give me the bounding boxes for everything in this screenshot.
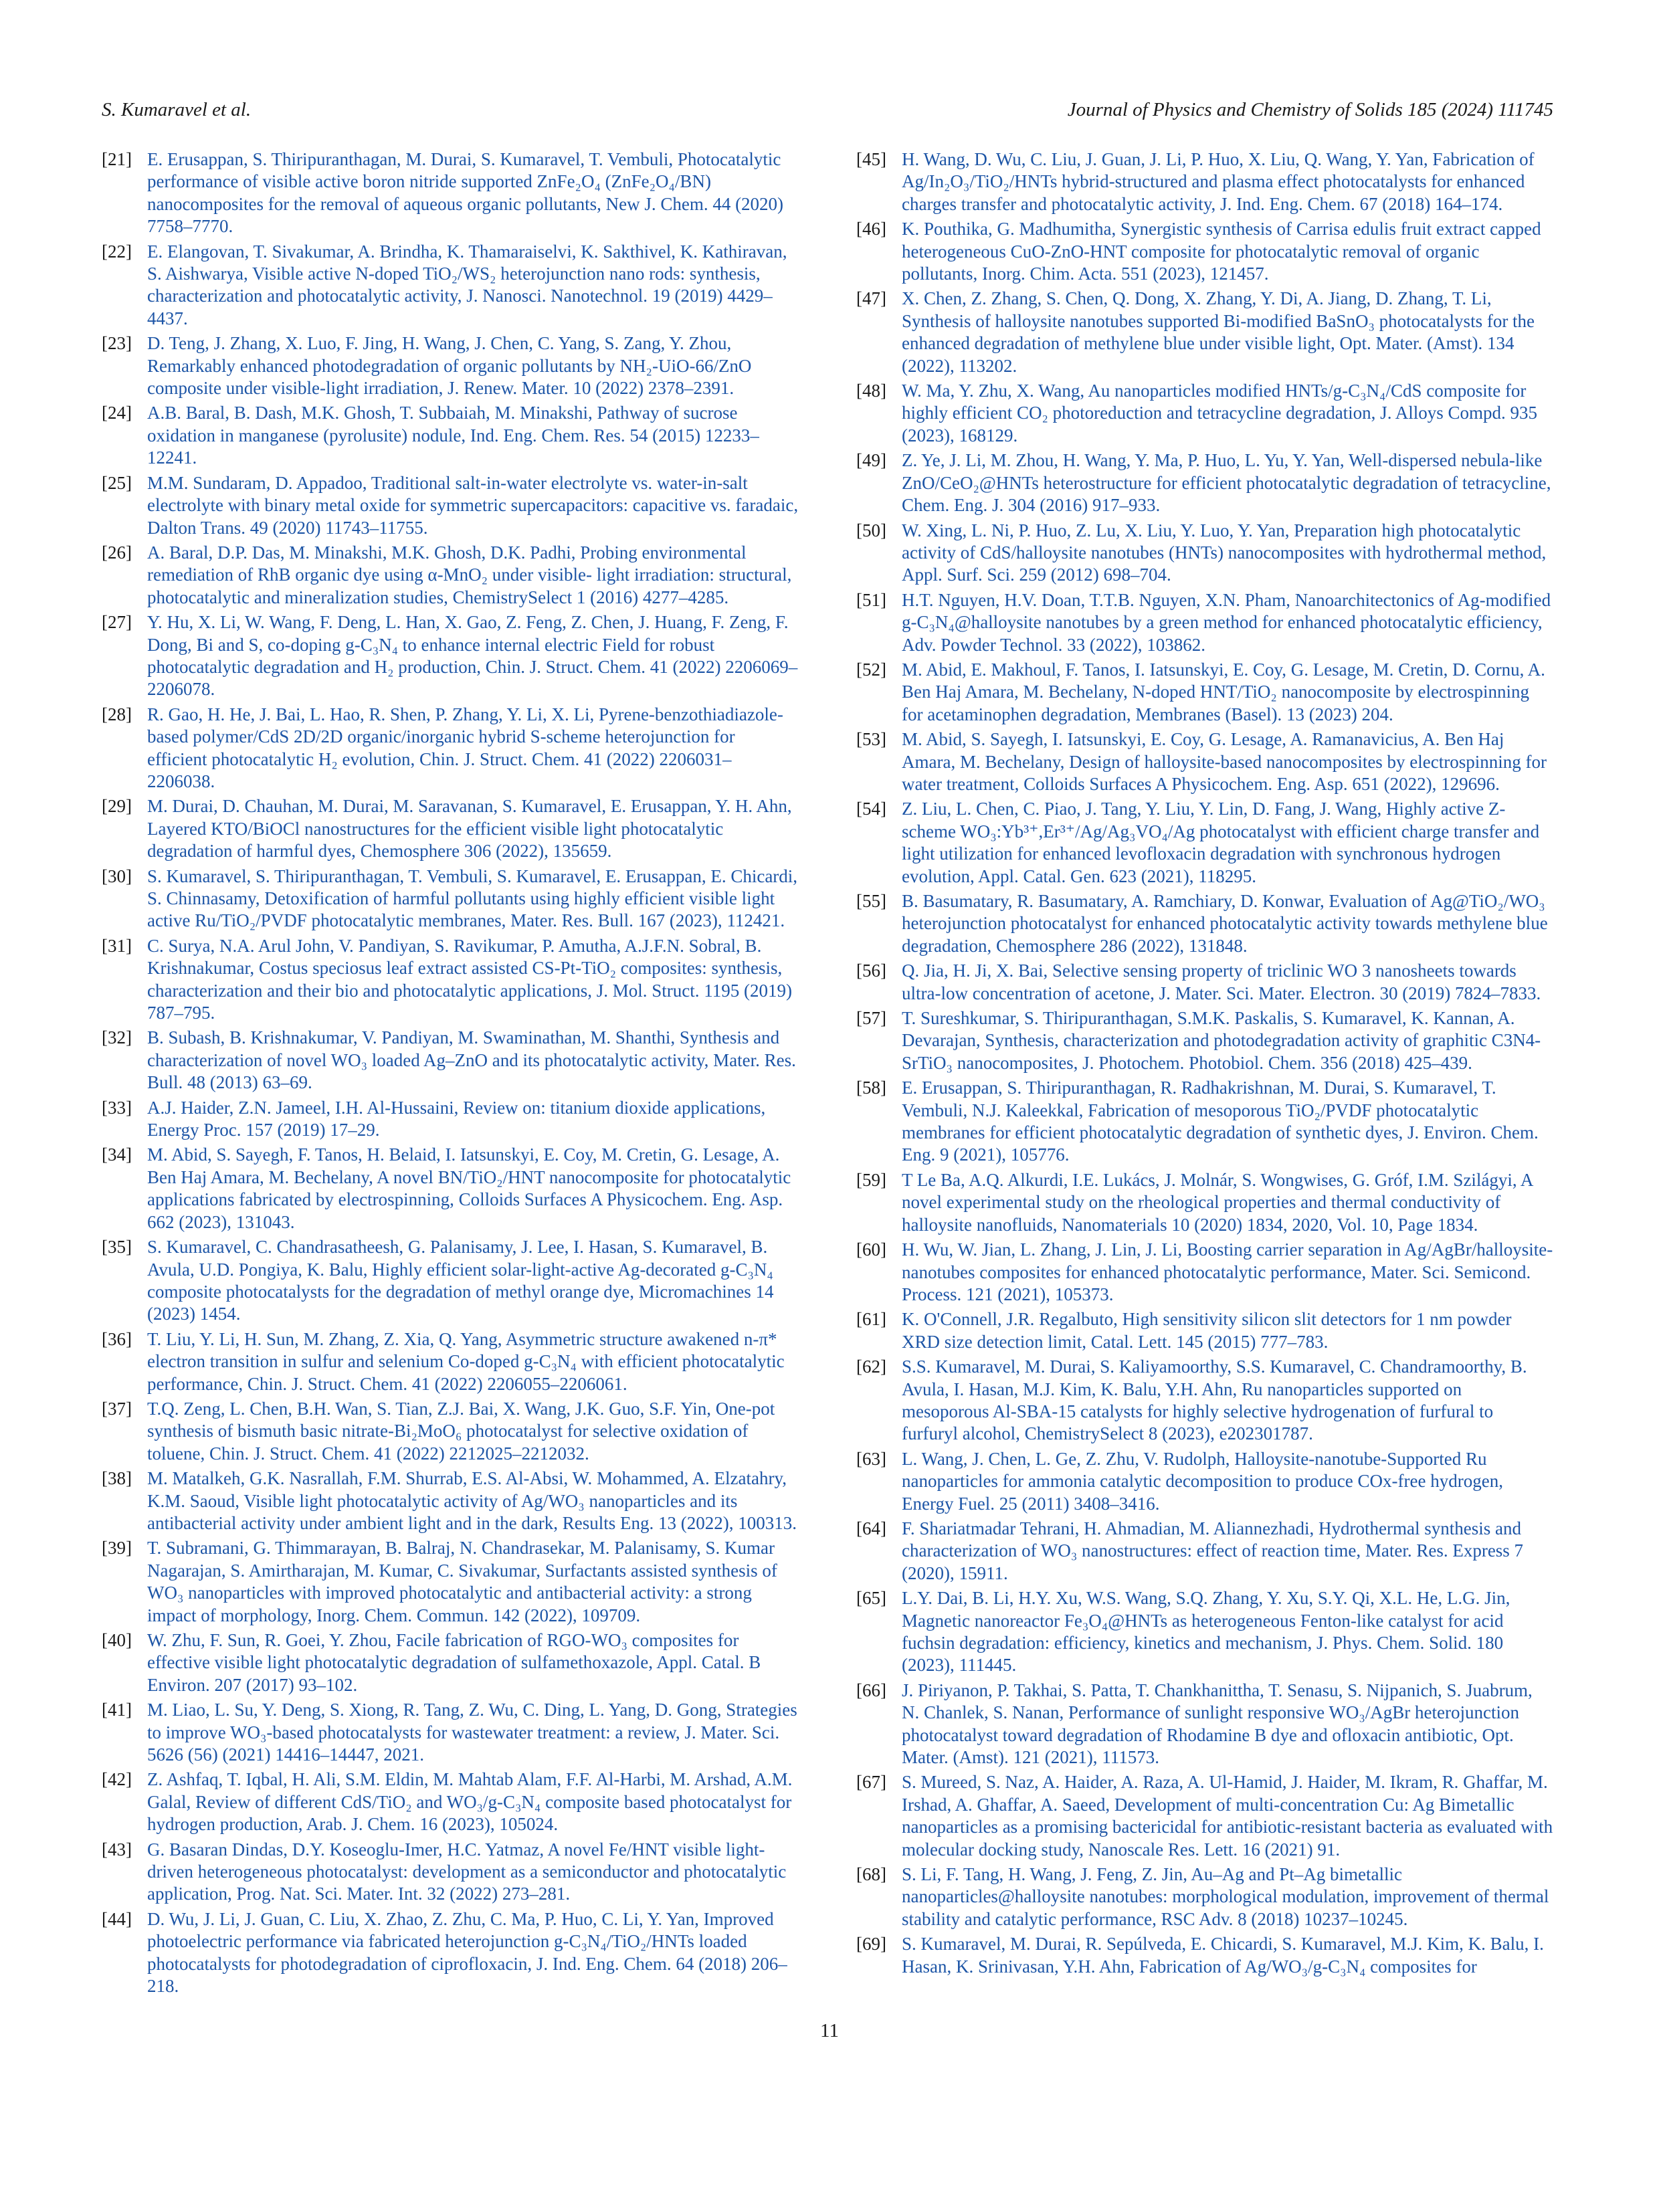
reference-link[interactable]: M. Durai, D. Chauhan, M. Durai, M. Saravanan, S. Kumaravel, E. Erusappan, Y. H. Ahn, Layered KTO/BiOCl nanostructures for the efficient visible light photocatalytic degradation of harmful dyes, Chemosphere 306 (2022), 135659. xyxy=(147,796,792,862)
reference-entry xyxy=(856,1587,1553,1677)
reference-link[interactable]: F. Shariatmadar Tehrani, H. Ahmadian, M. Aliannezhadi, Hydrothermal synthesis and characterization of WO₃ nanostructures: effect of reaction time, Mater. Res. Express 7 (2020), 15911. xyxy=(902,1518,1524,1583)
reference-entry xyxy=(856,380,1553,447)
reference-entry xyxy=(102,1908,799,1998)
reference-link[interactable]: A. Baral, D.P. Das, M. Minakshi, M.K. Ghosh, D.K. Padhi, Probing environmental remediation of RhB organic dye using α-MnO₂ under visible- light irradiation: structural, photocatalytic and mineralization studies, ChemistrySelect 1 (2016) 4277–4285. xyxy=(147,542,792,607)
reference-number: [63] xyxy=(856,1448,886,1469)
reference-entry xyxy=(102,1097,799,1142)
reference-entry xyxy=(102,1769,799,1835)
reference-link[interactable]: J. Piriyanon, P. Takhai, S. Patta, T. Chankhanittha, T. Senasu, S. Nijpanich, S. Juabrum, N. Chanlek, S. Nanan, Performance of sunlight responsive WO₃/AgBr heterojunction photocatalyst toward degradation of Rhodamine B dye and ofloxacin antibiotic, Opt. Mater. (Amst). 121 (2021), 111573. xyxy=(902,1680,1533,1768)
reference-number: [66] xyxy=(856,1680,886,1700)
reference-entry xyxy=(102,1144,799,1233)
reference-entry xyxy=(102,402,799,469)
reference-number: [52] xyxy=(856,659,886,680)
reference-link[interactable]: T. Sureshkumar, S. Thiripuranthagan, S.M.K. Paskalis, S. Kumaravel, K. Kannan, A. Devarajan, Synthesis, characterization and photodegradation activity of graphitic C3N4-SrTiO₃ nanocomposites, J. Photochem. Photobiol. Chem. 356 (2018) 425–439. xyxy=(902,1008,1541,1073)
reference-link[interactable]: E. Elangovan, T. Sivakumar, A. Brindha, K. Thamaraiselvi, K. Sakthivel, K. Kathiravan, S. Aishwarya, Visible active N-doped TiO₂/WS₂ heterojunction nano rods: synthesis, characterization and photocatalytic activity, J. Nanosci. Nanotechnol. 19 (2019) 4429–4437. xyxy=(147,241,787,328)
reference-entry xyxy=(102,1537,799,1627)
reference-number: [68] xyxy=(856,1864,886,1885)
reference-entry xyxy=(856,890,1553,957)
reference-entry xyxy=(102,148,799,238)
reference-number: [65] xyxy=(856,1588,886,1609)
reference-link[interactable]: H. Wu, W. Jian, L. Zhang, J. Lin, J. Li, Boosting carrier separation in Ag/AgBr/halloysite-nanotubes composites for enhanced photocatalytic performance, Mater. Sci. Semicond. Process. 121 (2021), 105373. xyxy=(902,1239,1553,1304)
reference-link[interactable]: M. Liao, L. Su, Y. Deng, S. Xiong, R. Tang, Z. Wu, C. Ding, L. Yang, D. Gong, Strategies to improve WO₃-based photocatalysts for wastewater treatment: a review, J. Mater. Sci. 5626 (56) (2021) 14416–14447, 2021. xyxy=(147,1700,797,1765)
reference-link[interactable]: S. Kumaravel, S. Thiripuranthagan, T. Vembuli, S. Kumaravel, E. Erusappan, E. Chicardi, S. Chinnasamy, Detoxification of harmful pollutants using highly efficient visible light active Ru/TiO₂/PVDF photocatalytic membranes, Mater. Res. Bull. 167 (2023), 112421. xyxy=(147,866,798,931)
reference-entry xyxy=(102,795,799,862)
reference-entry xyxy=(856,1007,1553,1074)
reference-entry xyxy=(102,1629,799,1696)
reference-link[interactable]: K. O'Connell, J.R. Regalbuto, High sensitivity silicon slit detectors for 1 nm powder XRD size detection limit, Catal. Lett. 145 (2015) 777–783. xyxy=(902,1309,1512,1352)
reference-entry xyxy=(856,288,1553,377)
reference-number: [44] xyxy=(102,1908,132,1929)
reference-number: [35] xyxy=(102,1237,132,1258)
reference-link[interactable]: D. Wu, J. Li, J. Guan, C. Liu, X. Zhao, Z. Zhu, C. Ma, P. Huo, C. Li, Y. Yan, Improved photoelectric performance via fabricated heterojunction g-C₃N₄/TiO₂/HNTs loaded photocatalysts for photodegradation of ciprofloxacin, J. Ind. Eng. Chem. 64 (2018) 206–218. xyxy=(147,1908,787,1997)
reference-number: [49] xyxy=(856,450,886,471)
reference-entry xyxy=(856,1077,1553,1167)
reference-entry xyxy=(102,1027,799,1094)
reference-number: [42] xyxy=(102,1769,132,1790)
reference-entry xyxy=(856,1308,1553,1353)
reference-entry xyxy=(856,960,1553,1005)
running-header-authors: S. Kumaravel et al. xyxy=(102,99,252,120)
reference-entry xyxy=(856,1448,1553,1515)
reference-number: [33] xyxy=(102,1097,132,1118)
reference-entry xyxy=(102,332,799,399)
reference-number: [32] xyxy=(102,1027,132,1048)
reference-number: [24] xyxy=(102,403,132,423)
reference-entry xyxy=(102,1328,799,1395)
reference-number: [38] xyxy=(102,1468,132,1489)
reference-entry xyxy=(856,449,1553,516)
reference-entry xyxy=(102,611,799,701)
reference-number: [41] xyxy=(102,1700,132,1720)
reference-link[interactable]: W. Zhu, F. Sun, R. Goei, Y. Zhou, Facile fabrication of RGO-WO₃ composites for effective visible light photocatalytic degradation of sulfamethoxazole, Appl. Catal. B Environ. 207 (2017) 93–102. xyxy=(147,1630,761,1695)
reference-number: [40] xyxy=(102,1630,132,1650)
reference-link[interactable]: S. Mureed, S. Naz, A. Haider, A. Raza, A. Ul-Hamid, J. Haider, M. Ikram, R. Ghaffar, M. Irshad, A. Ghaffar, A. Saeed, Development of multi-concentration Cu: Ag Bimetallic nanoparticles as a promising bactericidal for antibiotic-resistant bacteria as evaluated with molecular docking study, Nanoscale Res. Lett. 16 (2021) 91. xyxy=(902,1772,1553,1859)
reference-number: [67] xyxy=(856,1772,886,1793)
reference-entry xyxy=(102,866,799,932)
reference-number: [57] xyxy=(856,1008,886,1029)
reference-entry xyxy=(856,1680,1553,1769)
reference-number: [23] xyxy=(102,333,132,354)
reference-number: [58] xyxy=(856,1078,886,1098)
reference-number: [36] xyxy=(102,1328,132,1349)
reference-number: [28] xyxy=(102,704,132,724)
reference-entry xyxy=(856,1239,1553,1306)
reference-number: [56] xyxy=(856,961,886,981)
reference-link[interactable]: Z. Ye, J. Li, M. Zhou, H. Wang, Y. Ma, P. Huo, L. Yu, Y. Yan, Well-dispersed nebula-like ZnO/CeO₂@HNTs heterostructure for efficient photocatalytic degradation of tetracycline, Chem. Eng. J. 304 (2016) 917–933. xyxy=(902,450,1551,516)
reference-link[interactable]: M. Abid, E. Makhoul, F. Tanos, I. Iatsunskyi, E. Coy, G. Lesage, M. Cretin, D. Cornu, A. Ben Haj Amara, M. Bechelany, N-doped HNT/TiO₂ nanocomposite by electrospinning for acetaminophen degradation, Membranes (Basel). 13 (2023) 204. xyxy=(902,659,1545,724)
reference-link[interactable]: X. Chen, Z. Zhang, S. Chen, Q. Dong, X. Zhang, Y. Di, A. Jiang, D. Zhang, T. Li, Synthesis of halloysite nanotubes supported Bi-modified BaSnO₃ photocatalysts for the enhanced degradation of methylene blue under visible light, Opt. Mater. (Amst). 134 (2022), 113202. xyxy=(902,288,1535,376)
reference-link[interactable]: W. Xing, L. Ni, P. Huo, Z. Lu, X. Liu, Y. Luo, Y. Yan, Preparation high photocatalytic activity of CdS/halloysite nanotubes (HNTs) nanocomposites with hydrothermal method, Appl. Surf. Sci. 259 (2012) 698–704. xyxy=(902,520,1547,585)
reference-number: [31] xyxy=(102,935,132,956)
reference-link[interactable]: M.M. Sundaram, D. Appadoo, Traditional salt-in-water electrolyte vs. water-in-salt electrolyte with binary metal oxide for symmetric supercapacitors: capacitive vs. faradaic, Dalton Trans. 49 (2020) 11743–11755. xyxy=(147,472,799,538)
reference-link[interactable]: M. Abid, S. Sayegh, I. Iatsunskyi, E. Coy, G. Lesage, A. Ramanavicius, A. Ben Haj Amara, M. Bechelany, Design of halloysite-based nanocomposites by electrospinning for water treatment, Colloids Surfaces A Physicochem. Eng. Asp. 651 (2022), 129696. xyxy=(902,729,1547,794)
reference-number: [39] xyxy=(102,1538,132,1559)
reference-number: [50] xyxy=(856,520,886,540)
reference-entry xyxy=(102,1468,799,1534)
reference-number: [30] xyxy=(102,866,132,886)
reference-link[interactable]: Z. Liu, L. Chen, C. Piao, J. Tang, Y. Liu, Y. Lin, D. Fang, J. Wang, Highly active Z-scheme WO₃:Yb³⁺,Er³⁺/Ag/Ag₃VO₄/Ag photocatalyst with efficient charge transfer and light utilization for enhanced levofloxacin degradation with synchronous hydrogen evolution, Appl. Catal. Gen. 623 (2021), 118295. xyxy=(902,799,1540,886)
reference-entry xyxy=(102,1839,799,1906)
reference-link[interactable]: D. Teng, J. Zhang, X. Luo, F. Jing, H. Wang, J. Chen, C. Yang, S. Zang, Y. Zhou, Remarkably enhanced photodegradation of organic pollutants by NH₂-UiO-66/ZnO composite under visible-light irradiation, J. Renew. Mater. 10 (2022) 2378–2391. xyxy=(147,333,752,399)
reference-entry xyxy=(856,148,1553,215)
reference-link[interactable]: H. Wang, D. Wu, C. Liu, J. Guan, J. Li, P. Huo, X. Liu, Q. Wang, Y. Yan, Fabrication of Ag/In₂O₃/TiO₂/HNTs hybrid-structured and plasma effect photocatalysts for enhanced charges transfer and photocatalytic activity, J. Ind. Eng. Chem. 67 (2018) 164–174. xyxy=(902,149,1535,214)
reference-link[interactable]: B. Basumatary, R. Basumatary, A. Ramchiary, D. Konwar, Evaluation of Ag@TiO₂/WO₃ heterojunction photocatalyst for enhanced photocatalytic activity towards methylene blue degradation, Chemosphere 286 (2022), 131848. xyxy=(902,891,1548,956)
reference-entry xyxy=(856,520,1553,587)
reference-link[interactable]: L.Y. Dai, B. Li, H.Y. Xu, W.S. Wang, S.Q. Zhang, Y. Xu, S.Y. Qi, X.L. He, L.G. Jin, Magnetic nanoreactor Fe₃O₄@HNTs as heterogeneous Fenton-like catalyst for acid fuchsin degradation: efficiency, kinetics and mechanism, J. Phys. Chem. Solid. 180 (2023), 111445. xyxy=(902,1588,1510,1676)
reference-entry xyxy=(856,1933,1553,1978)
reference-entry xyxy=(856,1518,1553,1585)
reference-number: [27] xyxy=(102,612,132,633)
running-header-journal: Journal of Physics and Chemistry of Solids 185 (2024) 111745 xyxy=(1067,99,1553,120)
reference-entry xyxy=(102,472,799,539)
reference-link[interactable]: R. Gao, H. He, J. Bai, L. Hao, R. Shen, P. Zhang, Y. Li, X. Li, Pyrene-benzothiadiazole-based polymer/CdS 2D/2D organic/inorganic hybrid S-scheme heterojunction for efficient photocatalytic H₂ evolution, Chin. J. Struct. Chem. 41 (2022) 2206031–2206038. xyxy=(147,704,783,791)
reference-number: [21] xyxy=(102,149,132,169)
reference-link[interactable]: S. Kumaravel, C. Chandrasatheesh, G. Palanisamy, J. Lee, I. Hasan, S. Kumaravel, B. Avula, U.D. Pongiya, K. Balu, Highly efficient solar-light-active Ag-decorated g-C₃N₄ composite photocatalysts for the degradation of methyl orange dye, Micromachines 14 (2023) 1454. xyxy=(147,1237,774,1324)
reference-entry xyxy=(102,1699,799,1766)
reference-link[interactable]: A.B. Baral, B. Dash, M.K. Ghosh, T. Subbaiah, M. Minakshi, Pathway of sucrose oxidation in manganese (pyrolusite) nodule, Ind. Eng. Chem. Res. 54 (2015) 12233–12241. xyxy=(147,403,759,468)
reference-entry xyxy=(856,659,1553,726)
reference-entry xyxy=(102,1398,799,1465)
reference-number: [69] xyxy=(856,1934,886,1954)
reference-link[interactable]: A.J. Haider, Z.N. Jameel, I.H. Al-Hussaini, Review on: titanium dioxide applications, Energy Proc. 157 (2019) 17–29. xyxy=(147,1097,766,1140)
reference-entry xyxy=(856,1771,1553,1861)
reference-link[interactable]: Q. Jia, H. Ji, X. Bai, Selective sensing property of triclinic WO 3 nanosheets towards ultra-low concentration of acetone, J. Mater. Sci. Mater. Electron. 30 (2019) 7824–7833. xyxy=(902,961,1541,1003)
reference-link[interactable]: M. Abid, S. Sayegh, F. Tanos, H. Belaid, I. Iatsunskyi, E. Coy, M. Cretin, G. Lesage, A. Ben Haj Amara, M. Bechelany, A novel BN/TiO₂/HNT nanocomposite for photocatalytic applications fabricated by electrospinning, Colloids Surfaces A Physicochem. Eng. Asp. 662 (2023), 131043. xyxy=(147,1144,791,1232)
reference-number: [26] xyxy=(102,542,132,563)
reference-number: [51] xyxy=(856,589,886,610)
reference-number: [43] xyxy=(102,1839,132,1859)
reference-number: [60] xyxy=(856,1239,886,1260)
reference-link[interactable]: E. Erusappan, S. Thiripuranthagan, M. Durai, S. Kumaravel, T. Vembuli, Photocatalytic performance of visible active boron nitride supported ZnFe₂O₄ (ZnFe₂O₄/BN) nanocomposites for the removal of aqueous organic pollutants, New J. Chem. 44 (2020) 7758–7770. xyxy=(147,149,784,237)
reference-entry xyxy=(102,542,799,609)
reference-entry xyxy=(856,218,1553,285)
reference-link[interactable]: E. Erusappan, S. Thiripuranthagan, R. Radhakrishnan, M. Durai, S. Kumaravel, T. Vembuli, N.J. Kaleekkal, Fabrication of mesoporous TiO₂/PVDF photocatalytic membranes for efficient photocatalytic degradation of synthetic dyes, J. Environ. Chem. Eng. 9 (2021), 105776. xyxy=(902,1078,1539,1165)
reference-entry xyxy=(856,589,1553,656)
reference-link[interactable]: C. Surya, N.A. Arul John, V. Pandiyan, S. Ravikumar, P. Amutha, A.J.F.N. Sobral, B. Krishnakumar, Costus speciosus leaf extract assisted CS-Pt-TiO₂ composites: synthesis, characterization and their bio and photocatalytic applications, J. Mol. Struct. 1195 (2019) 787–795. xyxy=(147,935,792,1023)
reference-entry xyxy=(856,728,1553,795)
reference-link[interactable]: T.Q. Zeng, L. Chen, B.H. Wan, S. Tian, Z.J. Bai, X. Wang, J.K. Guo, S.F. Yin, One-pot synthesis of bismuth basic nitrate-Bi₂MoO₆ photocatalyst for selective oxidation of toluene, Chin. J. Struct. Chem. 41 (2022) 2212025–2212032. xyxy=(147,1398,775,1464)
reference-column-right xyxy=(856,148,1553,1981)
reference-number: [29] xyxy=(102,796,132,817)
reference-column-left xyxy=(102,148,799,2001)
reference-link[interactable]: T Le Ba, A.Q. Alkurdi, I.E. Lukács, J. Molnár, S. Wongwises, G. Gróf, I.M. Szilágyi, A novel experimental study on the rheological properties and thermal conductivity of halloysite nanofluids, Nanomaterials 10 (2020) 1834, 2020, Vol. 10, Page 1834. xyxy=(902,1169,1533,1235)
reference-number: [55] xyxy=(856,891,886,911)
reference-number: [34] xyxy=(102,1144,132,1165)
reference-link[interactable]: T. Liu, Y. Li, H. Sun, M. Zhang, Z. Xia, Q. Yang, Asymmetric structure awakened n-π* electron transition in sulfur and selenium Co-doped g-C₃N₄ with efficient photocatalytic performance, Chin. J. Struct. Chem. 41 (2022) 2206055–2206061. xyxy=(147,1328,785,1394)
reference-link[interactable]: S. Kumaravel, M. Durai, R. Sepúlveda, E. Chicardi, S. Kumaravel, M.J. Kim, K. Balu, I. Hasan, K. Srinivasan, Y.H. Ahn, Fabrication of Ag/WO₃/g-C₃N₄ composites for xyxy=(902,1934,1544,1977)
reference-link[interactable]: S.S. Kumaravel, M. Durai, S. Kaliyamoorthy, S.S. Kumaravel, C. Chandramoorthy, B. Avula, I. Hasan, M.J. Kim, K. Balu, Y.H. Ahn, Ru nanoparticles supported on mesoporous Al-SBA-15 catalysts for highly selective hydrogenation of furfural to furfuryl alcohol, ChemistrySelect 8 (2023), e202301787. xyxy=(902,1356,1527,1444)
reference-entry xyxy=(102,935,799,1025)
reference-number: [53] xyxy=(856,729,886,750)
reference-number: [45] xyxy=(856,149,886,169)
reference-link[interactable]: K. Pouthika, G. Madhumitha, Synergistic synthesis of Carrisa edulis fruit extract capped heterogeneous CuO-ZnO-HNT composite for photocatalytic removal of organic pollutants, Inorg. Chim. Acta. 551 (2023), 121457. xyxy=(902,219,1541,284)
reference-number: [46] xyxy=(856,219,886,239)
reference-number: [62] xyxy=(856,1356,886,1377)
reference-link[interactable]: Z. Ashfaq, T. Iqbal, H. Ali, S.M. Eldin, M. Mahtab Alam, F.F. Al-Harbi, M. Arshad, A.M. Galal, Review of different CdS/TiO₂ and WO₃/g-C₃N₄ composite based photocatalyst for hydrogen production, Arab. J. Chem. 16 (2023), 105024. xyxy=(147,1769,793,1835)
reference-entry xyxy=(856,1169,1553,1236)
reference-number: [64] xyxy=(856,1518,886,1538)
reference-number: [47] xyxy=(856,288,886,309)
reference-entry xyxy=(102,1236,799,1326)
reference-link[interactable]: G. Basaran Dindas, D.Y. Koseoglu-Imer, H.C. Yatmaz, A novel Fe/HNT visible light-driven heterogeneous photocatalyst: development as a semiconductor and photocatalytic application, Prog. Nat. Sci. Mater. Int. 32 (2022) 273–281. xyxy=(147,1839,787,1904)
reference-link[interactable]: L. Wang, J. Chen, L. Ge, Z. Zhu, V. Rudolph, Halloysite-nanotube-Supported Ru nanoparticles for ammonia catalytic decomposition to produce COx-free hydrogen, Energy Fuel. 25 (2011) 3408–3416. xyxy=(902,1448,1503,1514)
reference-number: [61] xyxy=(856,1309,886,1330)
reference-number: [59] xyxy=(856,1169,886,1190)
reference-number: [37] xyxy=(102,1398,132,1419)
reference-link[interactable]: B. Subash, B. Krishnakumar, V. Pandiyan, M. Swaminathan, M. Shanthi, Synthesis and characterization of novel WO₃ loaded Ag–ZnO and its photocatalytic activity, Mater. Res. Bull. 48 (2013) 63–69. xyxy=(147,1027,796,1093)
reference-link[interactable]: H.T. Nguyen, H.V. Doan, T.T.B. Nguyen, X.N. Pham, Nanoarchitectonics of Ag-modified g-C₃N₄@halloysite nanotubes by a green method for enhanced photocatalytic efficiency, Adv. Powder Technol. 33 (2022), 103862. xyxy=(902,589,1551,655)
reference-link[interactable]: M. Matalkeh, G.K. Nasrallah, F.M. Shurrab, E.S. Al-Absi, W. Mohammed, A. Elzatahry, K.M. Saoud, Visible light photocatalytic activity of Ag/WO₃ nanoparticles and its antibacterial activity under ambient light and in the dark, Results Eng. 13 (2022), 100313. xyxy=(147,1468,797,1533)
page-number: 11 xyxy=(820,2020,839,2041)
reference-entry xyxy=(102,241,799,330)
reference-entry xyxy=(102,704,799,793)
reference-link[interactable]: W. Ma, Y. Zhu, X. Wang, Au nanoparticles modified HNTs/g-C₃N₄/CdS composite for highly efficient CO₂ photoreduction and tetracycline degradation, J. Alloys Compd. 935 (2023), 168129. xyxy=(902,381,1537,445)
reference-entry xyxy=(856,1356,1553,1445)
reference-link[interactable]: S. Li, F. Tang, H. Wang, J. Feng, Z. Jin, Au–Ag and Pt–Ag bimetallic nanoparticles@halloysite nanotubes: morphological modulation, improvement of thermal stability and catalytic performance, RSC Adv. 8 (2018) 10237–10245. xyxy=(902,1864,1549,1929)
reference-entry xyxy=(856,1864,1553,1930)
reference-number: [48] xyxy=(856,381,886,401)
reference-link[interactable]: T. Subramani, G. Thimmarayan, B. Balraj, N. Chandrasekar, M. Palanisamy, S. Kumar Nagarajan, S. Amirtharajan, M. Kumar, C. Sivakumar, Surfactants assisted synthesis of WO₃ nanoparticles with improved photocatalytic and antibacterial activity: a strong impact of morphology, Inorg. Chem. Commun. 142 (2022), 109709. xyxy=(147,1538,777,1625)
reference-number: [25] xyxy=(102,472,132,493)
reference-entry xyxy=(856,798,1553,888)
reference-number: [54] xyxy=(856,799,886,819)
reference-number: [22] xyxy=(102,241,132,262)
reference-link[interactable]: Y. Hu, X. Li, W. Wang, F. Deng, L. Han, X. Gao, Z. Feng, Z. Chen, J. Huang, F. Zeng, F. Dong, Bi and S, co-doping g-C₃N₄ to enhance internal electric Field for robust photocatalytic degradation and H₂ production, Chin. J. Struct. Chem. 41 (2022) 2206069–2206078. xyxy=(147,612,798,700)
